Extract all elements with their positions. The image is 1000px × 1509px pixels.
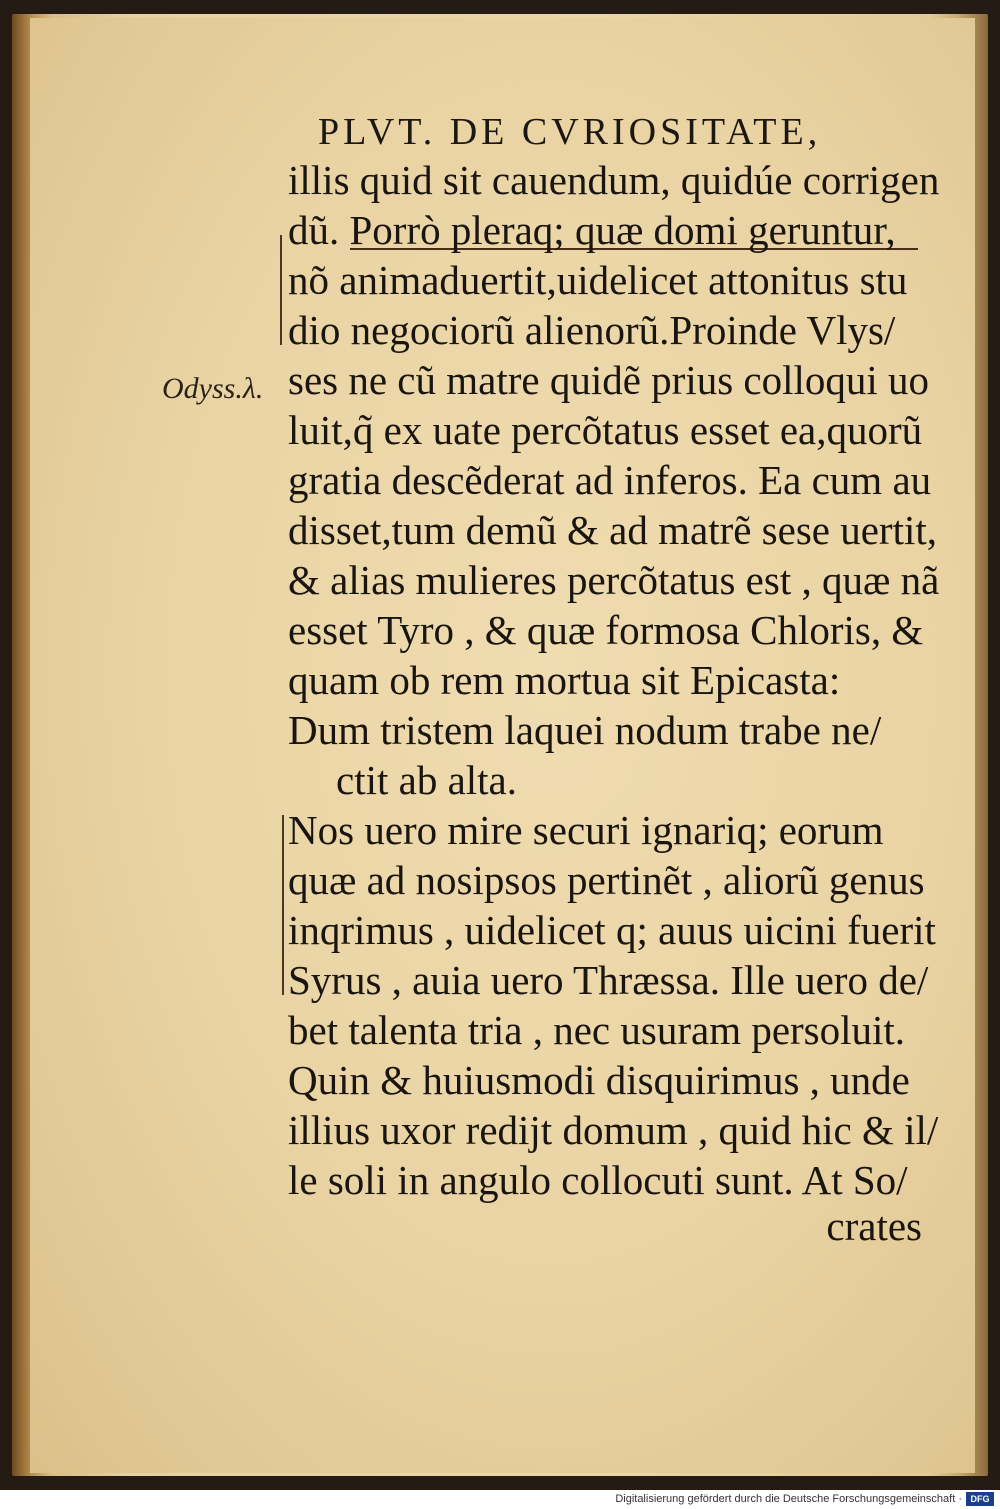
text-line: quam ob rem mortua sit Epicasta: [288, 657, 841, 703]
running-header: PLVT. DE CVRIOSITATE, [318, 111, 822, 153]
text-line: gratia descẽderat ad inferos. Ea cum au [288, 457, 932, 503]
text-line: quæ ad nosipsos pertinẽt , aliorũ genus [288, 857, 925, 903]
text-line: dio negociorũ alienorũ.Proinde Vlys/ [288, 307, 896, 353]
text-line: inqrimus , uidelicet q; auus uicini fuerit [288, 907, 936, 953]
text-line: dũ. Porrò pleraq; quæ domi geruntur, [288, 207, 896, 253]
text-line: luit,q̃ ex uate percõtatus esset ea,quorũ [288, 407, 923, 453]
text-line: le soli in angulo collocuti sunt. At So/ [288, 1157, 908, 1203]
text-line: & alias mulieres percõtatus est , quæ nã [288, 557, 940, 603]
text-line: esset Tyro , & quæ formosa Chloris, & [288, 607, 924, 653]
funding-note: Digitalisierung gefördert durch die Deutsche Forschungsgemeinschaft · [615, 1493, 962, 1505]
text-line: Nos uero mire securi ignariq; eorum [288, 807, 884, 853]
dfg-logo: DFG [966, 1492, 994, 1506]
text-line: illius uxor rediјt domum , quid hic & il/ [288, 1107, 939, 1153]
text-line: ses ne cũ matre quidẽ prius colloqui uo [288, 357, 930, 403]
text-line: Quin & huiusmodi disquirimus , unde [288, 1057, 910, 1103]
verse-line: Dum tristem laquei nodum trabe ne/ [288, 707, 882, 753]
text-line: illis quid sit cauendum, quidúe corrigen [288, 157, 940, 203]
text-line: disset,tum demũ & ad matrẽ sese uertit, [288, 507, 938, 553]
catchword: crates [826, 1203, 922, 1249]
text-line: Syrus , auia uero Thræssa. Ille uero de/ [288, 957, 929, 1003]
text-line: nõ animaduertit,uidelicet attonitus stu [288, 257, 908, 303]
margin-note: Odyss.λ. [162, 372, 264, 405]
verse-line: ctit ab alta. [336, 757, 517, 803]
footer-bar [0, 1490, 1000, 1509]
ink-bracket-top [280, 235, 282, 345]
ink-bracket-bottom [282, 815, 284, 995]
text-line: bet talenta tria , nec usuram persoluit. [288, 1007, 906, 1053]
